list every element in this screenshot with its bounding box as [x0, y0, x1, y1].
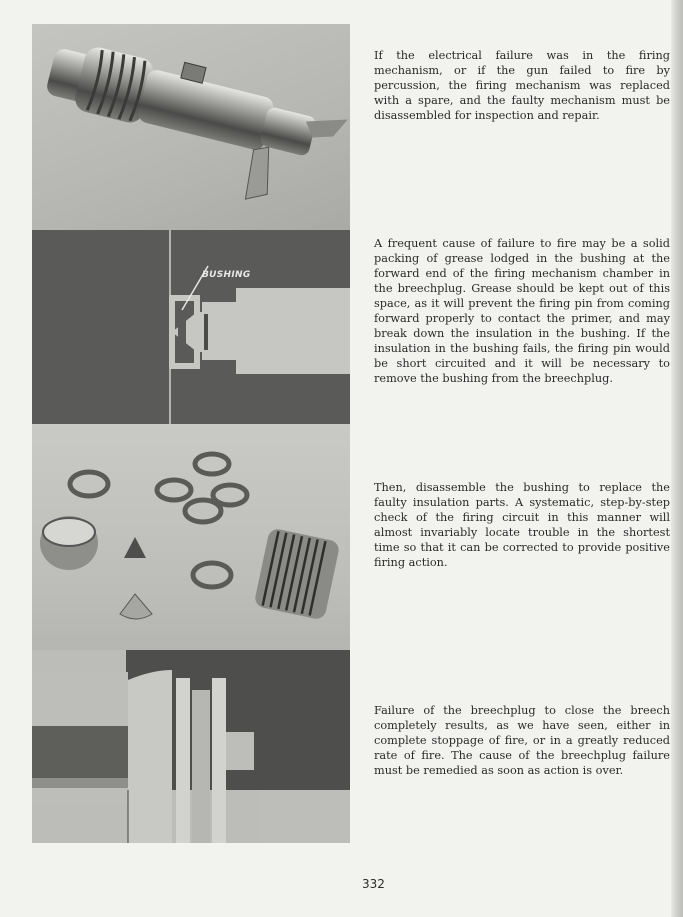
book-spine-shadow [671, 0, 683, 917]
photo-firing-mechanism [32, 24, 350, 230]
bushing-callout-label: BUSHING [202, 270, 251, 280]
paragraph-grease-in-bushing: A frequent cause of failure to fire may be a solid packing of grease lodged in the bushing at the forward end of the firing mechanism chamber in the breechplug. Grease should be kept out of this space, as it will prevent the firing pin from coming forward properly to contact the primer, and may break down the insulation in the bushing. If the insulation in the bushing fails, the firing pin would be short circuited and it will be necessary to remove the bushing from the breechplug. [374, 237, 670, 385]
photo-column [32, 24, 350, 843]
diagram-bushing-section [32, 230, 350, 424]
paragraph-breechplug-failure: Failure of the breechplug to close the breech completely results, as we have seen, either in complete stoppage of fire, or in a greatly reduced rate of fire. The cause of the breechplug failure must be remedied as soon as action is over. [374, 704, 670, 777]
photo-breechplug [32, 650, 350, 843]
paragraph-firing-mechanism-failure: If the electrical failure was in the firing mechanism, or if the gun failed to fire by percussion, the firing mechanism was replaced with a spare, and the faulty mechanism must be disassembled for inspection and repair. [374, 49, 670, 122]
page-number: 332 [362, 877, 385, 891]
breechplug-illustration [32, 650, 350, 843]
firing-mechanism-illustration [32, 24, 350, 230]
bushing-parts-illustration [32, 424, 350, 650]
bushing-cross-section [32, 230, 350, 424]
paragraph-disassemble-bushing: Then, disassemble the bushing to replace the faulty insulation parts. A systematic, step-by-step check of the firing circuit in this manner will almost invariably locate trouble in the shortest time so that it can be corrected to provide positive firing action. [374, 481, 670, 569]
photo-bushing-parts [32, 424, 350, 650]
